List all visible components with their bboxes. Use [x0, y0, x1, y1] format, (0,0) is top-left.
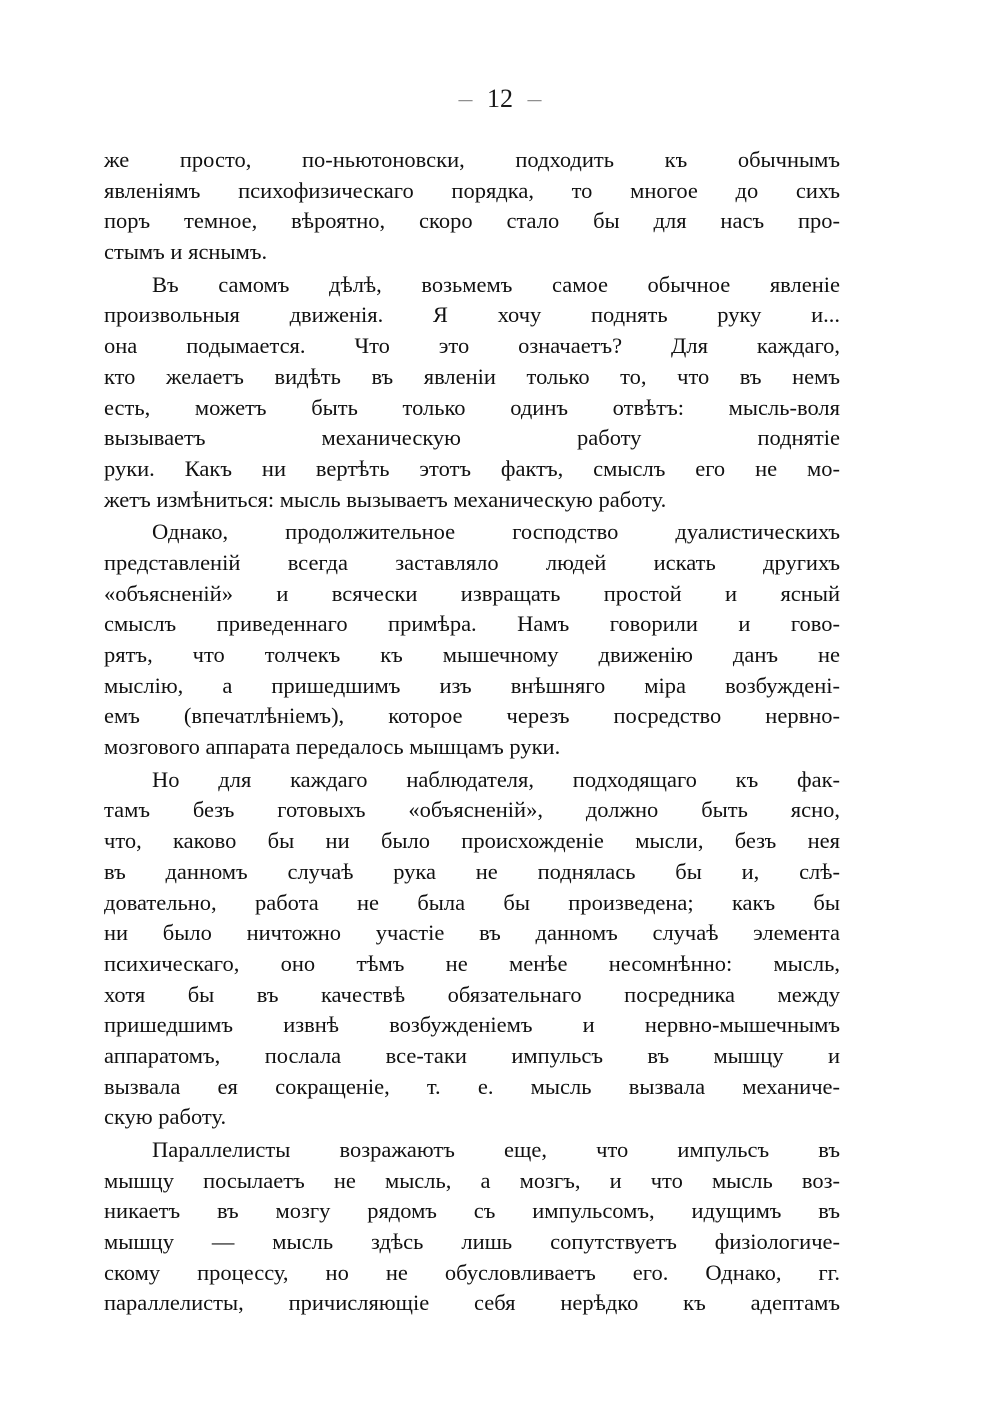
page-number-header [0, 84, 1000, 114]
page-number-dash-left: — [458, 93, 473, 109]
text-line: явленіямъ психофизическаго порядка, то многое до сихъ [104, 177, 840, 203]
text-line: вызвала ея сокращеніе, т. е. мысль вызвала механиче- [104, 1073, 840, 1099]
text-line: жетъ измѣниться: мысль вызываетъ механическую работу. [104, 486, 667, 512]
text-line: «объясненій» и всячески извращать простой и ясный [104, 580, 840, 606]
text-line: психическаго, оно тѣмъ не менѣе несомнѣнно: мысль, [104, 950, 840, 976]
text-line: скую работу. [104, 1104, 227, 1130]
text-line: аппаратомъ, послала все-таки импульсъ въ мышцу и [104, 1042, 840, 1068]
page-number-dash-right: — [527, 93, 542, 109]
text-line: Параллелисты возражаютъ еще, что импульсъ въ [152, 1137, 840, 1162]
text-line: ни было ничтожно участіе въ данномъ случаѣ элемента [104, 920, 840, 946]
text-line: вызываетъ механическую работу поднятіе [104, 425, 840, 451]
text-line: хотя бы въ качествѣ обязательнаго посредника между [104, 981, 840, 1007]
text-line: произвольныя движенія. Я хочу поднять руку и... [104, 302, 840, 328]
text-line: пришедшимъ извнѣ возбужденіемъ и нервно-мышечнымъ [104, 1012, 840, 1038]
text-line: Въ самомъ дѣлѣ, возьмемъ самое обычное явленіе [152, 271, 840, 297]
text-line: смыслъ приведеннаго примѣра. Намъ говорили и гово- [104, 611, 840, 637]
text-line: поръ темное, вѣроятно, скоро стало бы для насъ про- [104, 208, 840, 234]
page-number: 12 [487, 84, 513, 113]
paragraph [104, 765, 840, 1133]
text-line: мышцу — мысль здѣсь лишь сопутствуетъ физіологиче- [104, 1229, 840, 1255]
text-line: руки. Какъ ни вертѣть этотъ фактъ, смыслъ его не мо- [104, 455, 840, 481]
text-line: кто желаетъ видѣть въ явленіи только то, что въ немъ [104, 363, 840, 389]
text-line: тамъ безъ готовыхъ «объясненій», должно быть ясно, [104, 797, 840, 823]
text-line: Но для каждаго наблюдателя, подходящаго къ фак- [152, 766, 840, 792]
body-text [104, 145, 840, 1321]
text-line: есть, можетъ быть только одинъ отвѣтъ: мысль-воля [104, 394, 840, 420]
text-line: довательно, работа не была бы произведена; какъ бы [104, 889, 840, 915]
paragraph [104, 517, 840, 763]
text-line: Однако, продолжительное господство дуалистическихъ [152, 519, 840, 545]
paragraph [104, 1135, 840, 1319]
text-line: же просто, по-ньютоновски, подходить къ обычнымъ [104, 147, 840, 172]
text-line: мышцу посылаетъ не мысль, а мозгъ, и что мысль воз- [104, 1167, 840, 1193]
text-line: что, каково бы ни было происхожденіе мысли, безъ нея [104, 828, 840, 854]
text-line: параллелисты, причисляющіе себя нерѣдко къ адептамъ [104, 1290, 840, 1316]
text-line: скому процессу, но не обусловливаетъ его. Однако, гг. [104, 1259, 840, 1285]
text-line: никаетъ въ мозгу рядомъ съ импульсомъ, идущимъ въ [104, 1198, 840, 1224]
text-line: въ данномъ случаѣ рука не поднялась бы и, слѣ- [104, 858, 840, 884]
text-line: представленій всегда заставляло людей искать другихъ [104, 549, 840, 575]
text-line: мыслію, а пришедшимъ изъ внѣшняго міра возбужденi- [104, 672, 840, 698]
text-line: она подымается. Что это означаетъ? Для каждаго, [104, 333, 840, 359]
paragraph [104, 270, 840, 516]
text-line: емъ (впечатлѣніемъ), которое черезъ посредство нервно- [104, 703, 840, 729]
text-line: рятъ, что толчекъ къ мышечному движенію данъ не [104, 642, 840, 667]
paragraph [104, 145, 840, 268]
text-line: мозгового аппарата передалось мышцамъ руки. [104, 734, 561, 760]
text-line: стымъ и яснымъ. [104, 239, 268, 265]
